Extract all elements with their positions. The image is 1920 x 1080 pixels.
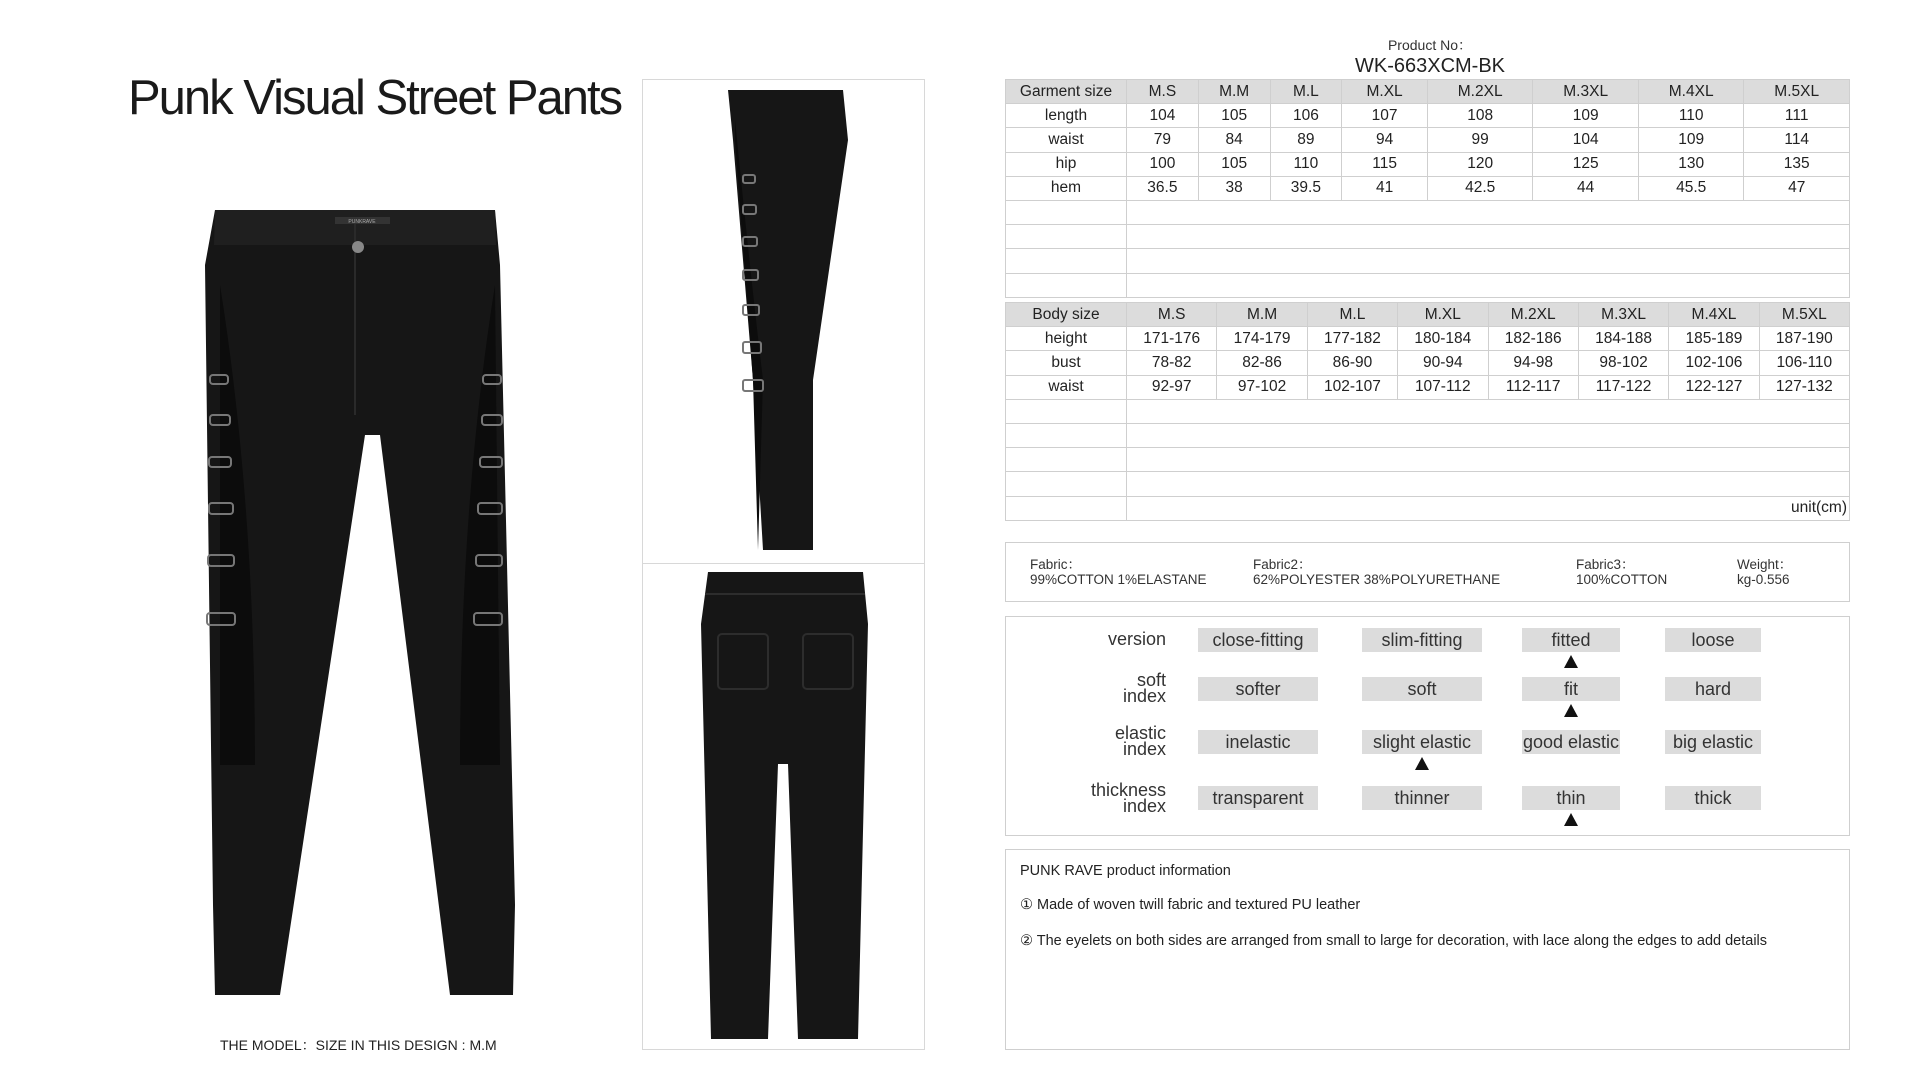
table-header-cell: Body size bbox=[1006, 303, 1127, 327]
table-cell: 42.5 bbox=[1427, 176, 1533, 200]
table-cell: 135 bbox=[1744, 152, 1850, 176]
table-cell: 45.5 bbox=[1638, 176, 1744, 200]
fabric-3: Fabric3： 100%COTTON bbox=[1576, 557, 1668, 587]
size-header: M.3XL bbox=[1578, 303, 1668, 327]
index-option: soft bbox=[1362, 677, 1482, 701]
index-label-version: version bbox=[1107, 629, 1166, 649]
index-option-selected: thin bbox=[1522, 786, 1620, 810]
table-cell: 36.5 bbox=[1127, 176, 1199, 200]
empty-row bbox=[1006, 423, 1850, 447]
size-header: M.2XL bbox=[1488, 303, 1578, 327]
table-header-cell: Garment size bbox=[1006, 80, 1127, 104]
table-cell: 182-186 bbox=[1488, 327, 1578, 351]
table-row bbox=[1006, 152, 1850, 176]
back-pants-photo bbox=[643, 564, 924, 1049]
index-option-selected: slight elastic bbox=[1362, 730, 1482, 754]
garment-size-table bbox=[1005, 79, 1850, 298]
table-cell: 99 bbox=[1427, 128, 1533, 152]
size-header: M.M bbox=[1198, 80, 1270, 104]
table-cell: 92-97 bbox=[1127, 375, 1217, 399]
table-cell: 180-184 bbox=[1398, 327, 1488, 351]
row-label: waist bbox=[1006, 375, 1127, 399]
selection-marker-icon bbox=[1564, 813, 1578, 826]
table-cell: 117-122 bbox=[1578, 375, 1668, 399]
selection-marker-icon bbox=[1564, 655, 1578, 668]
size-header: M.4XL bbox=[1669, 303, 1759, 327]
table-cell: 104 bbox=[1127, 104, 1199, 128]
size-header: M.4XL bbox=[1638, 80, 1744, 104]
row-label: waist bbox=[1006, 128, 1127, 152]
page-title: Punk Visual Street Pants bbox=[128, 71, 622, 125]
selection-marker-icon bbox=[1415, 757, 1429, 770]
product-number bbox=[1300, 35, 1560, 78]
table-cell: 110 bbox=[1638, 104, 1744, 128]
index-label-thickness: thickness index bbox=[1090, 780, 1166, 816]
empty-row bbox=[1006, 225, 1850, 249]
table-cell: 79 bbox=[1127, 128, 1199, 152]
table-cell: 107 bbox=[1342, 104, 1428, 128]
empty-row bbox=[1006, 200, 1850, 224]
table-cell: 130 bbox=[1638, 152, 1744, 176]
table-cell: 102-107 bbox=[1307, 375, 1397, 399]
table-row bbox=[1006, 375, 1850, 399]
table-cell: 107-112 bbox=[1398, 375, 1488, 399]
garment-index-box bbox=[1005, 616, 1850, 836]
table-cell: 102-106 bbox=[1669, 351, 1759, 375]
empty-row bbox=[1006, 273, 1850, 297]
row-label: height bbox=[1006, 327, 1127, 351]
table-cell: 84 bbox=[1198, 128, 1270, 152]
empty-row bbox=[1006, 249, 1850, 273]
product-code: WK-663XCM-BK bbox=[1354, 55, 1506, 77]
info-heading: PUNK RAVE product information bbox=[1020, 863, 1231, 879]
table-cell: 109 bbox=[1533, 104, 1639, 128]
table-cell: 184-188 bbox=[1578, 327, 1668, 351]
table-cell: 187-190 bbox=[1759, 327, 1849, 351]
table-cell: 89 bbox=[1270, 128, 1342, 152]
side-pants-photo bbox=[643, 80, 924, 563]
table-header-row bbox=[1006, 80, 1850, 104]
row-label: length bbox=[1006, 104, 1127, 128]
front-pants-photo bbox=[195, 205, 545, 1005]
table-cell: 94-98 bbox=[1488, 351, 1578, 375]
index-option: thinner bbox=[1362, 786, 1482, 810]
table-cell: 106-110 bbox=[1759, 351, 1849, 375]
size-header: M.S bbox=[1127, 80, 1199, 104]
index-option: hard bbox=[1665, 677, 1761, 701]
index-option: transparent bbox=[1198, 786, 1318, 810]
size-header: M.5XL bbox=[1759, 303, 1849, 327]
side-view-panel bbox=[642, 79, 925, 564]
size-header: M.M bbox=[1217, 303, 1307, 327]
table-cell: 78-82 bbox=[1127, 351, 1217, 375]
size-header: M.3XL bbox=[1533, 80, 1639, 104]
table-cell: 120 bbox=[1427, 152, 1533, 176]
empty-row bbox=[1006, 472, 1850, 496]
table-cell: 90-94 bbox=[1398, 351, 1488, 375]
index-option: loose bbox=[1665, 628, 1761, 652]
weight: Weight： kg-0.556 bbox=[1737, 557, 1793, 587]
model-size-note: THE MODEL：SIZE IN THIS DESIGN : M.M bbox=[220, 1037, 497, 1053]
index-option: big elastic bbox=[1665, 730, 1761, 754]
fabric-1: Fabric： 99%COTTON 1%ELASTANE bbox=[1030, 557, 1207, 587]
table-cell: 39.5 bbox=[1270, 176, 1342, 200]
table-cell: 100 bbox=[1127, 152, 1199, 176]
table-cell: 82-86 bbox=[1217, 351, 1307, 375]
size-header: M.XL bbox=[1398, 303, 1488, 327]
unit-row bbox=[1006, 496, 1850, 520]
index-option: softer bbox=[1198, 677, 1318, 701]
table-cell: 106 bbox=[1270, 104, 1342, 128]
row-label: bust bbox=[1006, 351, 1127, 375]
table-cell: 98-102 bbox=[1578, 351, 1668, 375]
table-cell: 177-182 bbox=[1307, 327, 1397, 351]
table-cell: 125 bbox=[1533, 152, 1639, 176]
table-cell: 105 bbox=[1198, 104, 1270, 128]
table-cell: 114 bbox=[1744, 128, 1850, 152]
table-cell: 115 bbox=[1342, 152, 1428, 176]
table-row bbox=[1006, 128, 1850, 152]
index-option: good elastic bbox=[1522, 732, 1620, 752]
table-cell: 47 bbox=[1744, 176, 1850, 200]
table-header-row bbox=[1006, 303, 1850, 327]
info-item: ① Made of woven twill fabric and textured PU leather bbox=[1020, 897, 1361, 913]
table-cell: 171-176 bbox=[1127, 327, 1217, 351]
table-cell: 109 bbox=[1638, 128, 1744, 152]
table-cell: 86-90 bbox=[1307, 351, 1397, 375]
index-label-elastic: elastic index bbox=[1114, 723, 1166, 759]
index-option: slim-fitting bbox=[1362, 628, 1482, 652]
index-option-selected: fit bbox=[1522, 677, 1620, 701]
table-cell: 185-189 bbox=[1669, 327, 1759, 351]
product-number-label: Product No： bbox=[1387, 37, 1473, 53]
row-label: hip bbox=[1006, 152, 1127, 176]
table-cell: 38 bbox=[1198, 176, 1270, 200]
table-row bbox=[1006, 351, 1850, 375]
empty-row bbox=[1006, 448, 1850, 472]
index-option: thick bbox=[1665, 786, 1761, 810]
size-header: M.5XL bbox=[1744, 80, 1850, 104]
size-header: M.2XL bbox=[1427, 80, 1533, 104]
size-header: M.L bbox=[1307, 303, 1397, 327]
table-cell: 44 bbox=[1533, 176, 1639, 200]
unit-label: unit(cm) bbox=[1127, 496, 1850, 520]
index-option: inelastic bbox=[1198, 730, 1318, 754]
table-cell: 94 bbox=[1342, 128, 1428, 152]
table-cell: 41 bbox=[1342, 176, 1428, 200]
table-cell: 105 bbox=[1198, 152, 1270, 176]
table-row bbox=[1006, 104, 1850, 128]
size-header: M.S bbox=[1127, 303, 1217, 327]
size-header: M.XL bbox=[1342, 80, 1428, 104]
table-cell: 111 bbox=[1744, 104, 1850, 128]
table-cell: 127-132 bbox=[1759, 375, 1849, 399]
size-header: M.L bbox=[1270, 80, 1342, 104]
body-size-table bbox=[1005, 302, 1850, 521]
fabric-info-box bbox=[1005, 542, 1850, 602]
empty-row bbox=[1006, 399, 1850, 423]
index-option: close-fitting bbox=[1198, 628, 1318, 652]
table-row bbox=[1006, 176, 1850, 200]
row-label: hem bbox=[1006, 176, 1127, 200]
table-cell: 112-117 bbox=[1488, 375, 1578, 399]
table-cell: 110 bbox=[1270, 152, 1342, 176]
table-cell: 108 bbox=[1427, 104, 1533, 128]
brand-tag-text: PUNKRAVE bbox=[348, 219, 376, 225]
table-cell: 122-127 bbox=[1669, 375, 1759, 399]
back-view-panel bbox=[642, 563, 925, 1050]
product-info-box bbox=[1005, 849, 1850, 1050]
table-row bbox=[1006, 327, 1850, 351]
fabric-2: Fabric2： 62%POLYESTER 38%POLYURETHANE bbox=[1253, 557, 1501, 587]
index-label-soft: soft index bbox=[1122, 670, 1166, 706]
info-item: ② The eyelets on both sides are arranged from small to large for decoration, with lace along the edges to add details bbox=[1020, 933, 1768, 949]
index-option-selected: fitted bbox=[1522, 628, 1620, 652]
table-cell: 104 bbox=[1533, 128, 1639, 152]
selection-marker-icon bbox=[1564, 704, 1578, 717]
table-cell: 97-102 bbox=[1217, 375, 1307, 399]
table-cell: 174-179 bbox=[1217, 327, 1307, 351]
